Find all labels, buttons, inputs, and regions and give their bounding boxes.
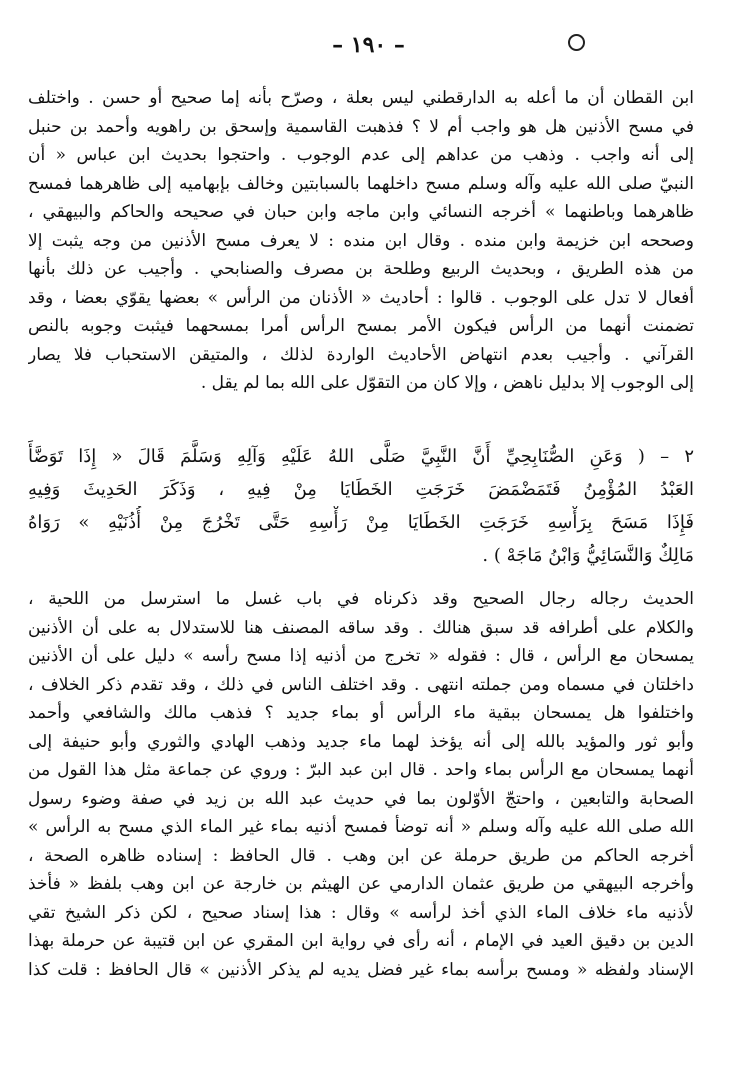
hadith-line: ٢ – ( وَعَنِ الصُّنَابِحِيِّ أَنَّ النَّبِيَّ صَلَّى اللهُ عَلَيْهِ وَآلِهِ وَسَلَّمَ قَالَ « إِذَا تَوَضَّأَ xyxy=(28,446,694,467)
paragraph-1 xyxy=(28,84,694,398)
text-line: وأبو ثور والمؤيد بالله إلى أنه يؤخذ لهما ماء جديد وذهب الهادي والثوري وأبو حنيفة إلى xyxy=(28,731,694,752)
text-line: داخلتان في مسماه ومن جملته انتهى . وقد اختلف الناس في ذلك ، وقد تقدم ذكر الخلاف ، xyxy=(28,674,694,695)
text-line: وأخرجه البيهقي من طريق عثمان الدارمي عن الهيثم بن خارجة عن ابن وهب بلفظ « فأخذ xyxy=(28,874,694,894)
hadith-line: فَإِذَا مَسَحَ بِرَأْسِهِ خَرَجَتِ الخَطَايَا مِنْ رَأْسِهِ حَتَّى تَخْرُجَ مِنْ أُذُنَيْهِ » رَوَاهُ xyxy=(28,512,694,533)
text-line: أنهما يمسحان مع الرأس بماء واحد . قال ابن عبد البرّ : وروي عن جماعة مثل هذا القول من xyxy=(28,760,694,780)
text-line: الله صلى الله عليه وآله وسلم « أنه توضأ فمسح أذنيه بماء غير الماء الذي مسح به الرأس » xyxy=(28,817,694,837)
text-line: الحديث رجاله رجال الصحيح وقد ذكرناه في باب غسل ما استرسل من اللحية ، xyxy=(28,589,694,609)
hadith-line: مَالِكٌ وَالنَّسَائِيُّ وَابْنُ مَاجَهْ ) . xyxy=(482,545,694,566)
text-line: إلى أنه واجب . وذهب من عداهم إلى عدم الوجوب . واحتجوا بحديث ابن عباس « أن xyxy=(28,145,694,165)
paragraph-2 xyxy=(28,585,694,984)
text-line: وصححه ابن خزيمة وابن منده . وقال ابن منده : لا يعرف مسح الأذنين من وجه يثبت إلا xyxy=(28,230,694,251)
text-line: إلى الوجوب إلا بدليل ناهض ، وإلا كان من التقوّل على الله بما لم يقل . xyxy=(200,373,694,393)
text-line: النبيّ صلى الله عليه وآله وسلم مسح داخلهما بالسبابتين وخالف بإبهاميه إلى ظاهرهما فمسح xyxy=(28,173,694,194)
text-line: والكلام على أطرافه قد سبق هنالك . وقد ساقه المصنف هنا للاستدلال به على أن الأذنين xyxy=(28,617,694,638)
text-line: أفعال لا تدل على الوجوب . قالوا : أحاديث « الأذنان من الرأس » بعضها يقوّي بعضا ، وقد xyxy=(28,287,694,308)
text-line: أخرجه الحاكم من طريق حرملة عن ابن وهب . قال الحافظ : إسناده ظاهره الصحة ، xyxy=(28,845,694,866)
text-line: القرآني . وأجيب بعدم انتهاض الأحاديث الواردة لذلك ، والمتيقن الاستحباب فلا يصار xyxy=(28,344,694,365)
text-line: الدين بن دقيق العيد في الإمام ، أنه رأى في رواية ابن المقري عن ابن قتيبة عن حرملة بهذا xyxy=(28,931,694,951)
text-line: ظاهرهما وباطنهما » أخرجه النسائي وابن ماجه وابن حبان في صحيحه والحاكم والبيهقي ، xyxy=(28,202,694,222)
text-line: ابن القطان أن ما أعله به الدارقطني ليس بعلة ، وصرّح بأنه إما صحيح أو حسن . واختلف xyxy=(28,88,694,108)
page-number: – ١٩٠ – xyxy=(332,32,405,58)
text-line: لأذنيه ماء خلاف الماء الذي أخذ لرأسه » وقال : هذا إسناد صحيح ، لكن ذكر الشيخ تقي xyxy=(28,902,694,923)
text-line: من هذه الطريق ، وبحديث الربيع وطلحة بن مصرف والصنابحي . وأجيب عن ذلك بأنها xyxy=(28,259,694,279)
circle-mark-icon xyxy=(568,34,585,51)
page-header xyxy=(0,30,737,66)
text-line: يمسحان مع الرأس ، قال : فقوله « تخرج من أذنيه إذا مسح رأسه » دليل على أن الأذنين xyxy=(28,646,694,666)
hadith-block xyxy=(28,440,694,572)
text-line: الإسناد ولفظه « ومسح برأسه بماء غير فضل يديه لم يذكر الأذنين » قال الحافظ : قلت كذا xyxy=(28,959,694,980)
text-line: تضمنت أنهما من الرأس فيكون الأمر بمسح الرأس أمرا بمسحهما فيثبت وجوبه بالنص xyxy=(28,316,694,336)
hadith-line: العَبْدُ المُؤْمِنُ فَتَمَضْمَضَ خَرَجَتِ الخَطَايَا مِنْ فِيهِ ، وَذَكَرَ الحَدِيثَ وَفِيهِ xyxy=(28,479,694,500)
text-line: الصحابة والتابعين ، واحتجّ الأوّلون بما في حديث عبد الله بن زيد في صفة وضوء رسول xyxy=(28,788,694,809)
text-line: واختلفوا هل يمسحان ببقية ماء الرأس أو بماء جديد ؟ فذهب مالك والشافعي وأحمد xyxy=(28,703,694,723)
text-line: في مسح الأذنين هل هو واجب أم لا ؟ فذهبت القاسمية وإسحق بن راهويه وأحمد بن حنبل xyxy=(28,116,694,137)
